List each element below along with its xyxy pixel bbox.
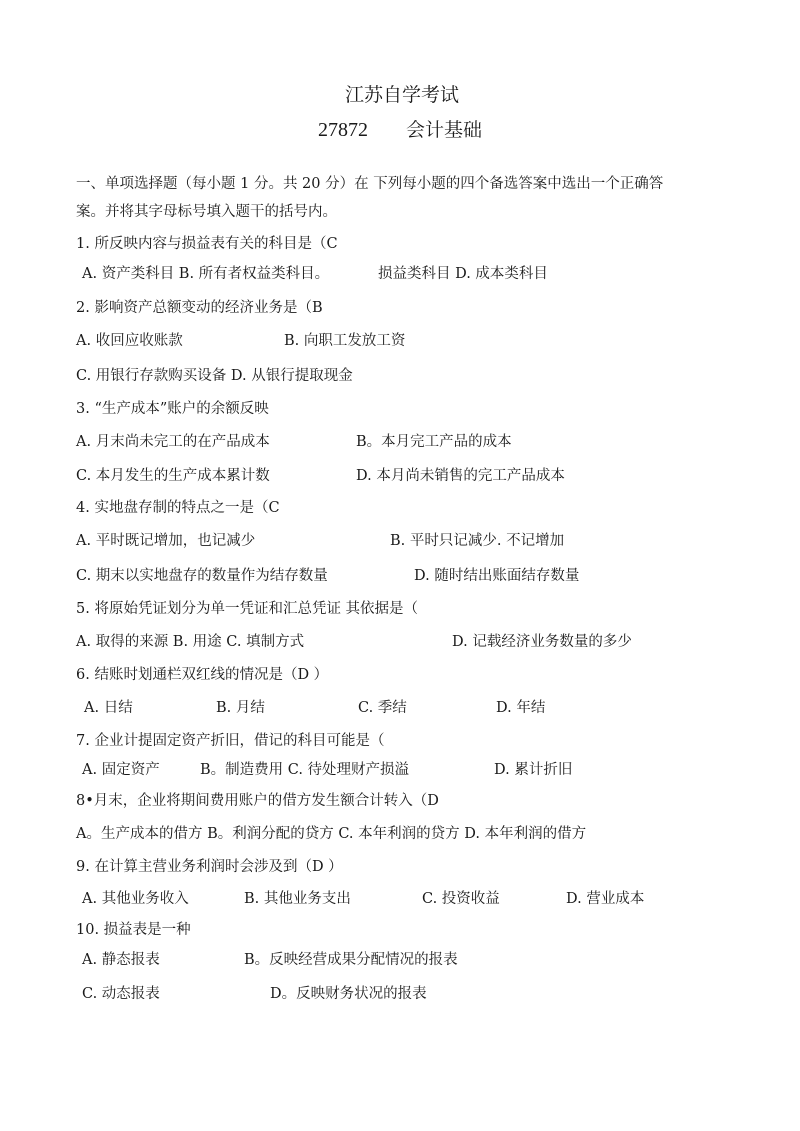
question-7-option-segment: B。制造费用 C. 待处理财产损溢 xyxy=(200,762,410,778)
question-6-stem: 6. 结账时划通栏双红线的情况是（D ） xyxy=(76,667,329,683)
question-6-options xyxy=(0,698,800,718)
question-3-stem: 3. “生产成本”账户的余额反映 xyxy=(76,401,269,417)
question-8-options xyxy=(0,824,800,844)
question-5-options xyxy=(0,632,800,652)
question-10-option-segment: D。反映财务状况的报表 xyxy=(270,986,427,1002)
question-9-option-segment: B. 其他业务支出 xyxy=(244,891,351,907)
exam-title: 江苏自学考试 xyxy=(344,84,459,106)
question-9-option-segment: D. 营业成本 xyxy=(566,891,645,907)
question-4-options xyxy=(0,566,800,586)
question-3-options xyxy=(0,432,800,452)
question-9-option-segment: A. 其他业务收入 xyxy=(82,891,189,907)
question-4-option-segment: C. 期末以实地盘存的数量作为结存数量 xyxy=(76,568,328,584)
question-6-option-segment: B. 月结 xyxy=(216,700,265,716)
question-2-stem: 2. 影响资产总额变动的经济业务是（B xyxy=(76,300,323,316)
question-2-option-segment: A. 收回应收账款 xyxy=(76,333,183,349)
question-10-option-segment: C. 动态报表 xyxy=(82,986,160,1002)
section-instructions-line-1: 一、单项选择题（每小题 1 分。共 20 分）在 下列每小题的四个备选答案中选出一个正确答 xyxy=(76,176,664,192)
question-2-option-segment: C. 用银行存款购买设备 D. 从银行提取现金 xyxy=(76,368,353,384)
question-3-option-segment: D. 本月尚未销售的完工产品成本 xyxy=(356,468,565,484)
question-9-stem: 9. 在计算主营业务利润时会涉及到（D ） xyxy=(76,859,343,875)
question-9-options xyxy=(0,889,800,909)
question-5-stem: 5. 将原始凭证划分为单一凭证和汇总凭证 其依据是（ xyxy=(76,601,419,617)
question-10-option-segment: A. 静态报表 xyxy=(82,952,160,968)
question-1-option-segment: A. 资产类科目 B. 所有者权益类科目。 xyxy=(82,266,330,282)
question-6-option-segment: C. 季结 xyxy=(358,700,407,716)
question-6-option-segment: D. 年结 xyxy=(496,700,546,716)
course-name: 会计基础 xyxy=(405,119,482,141)
question-3-options xyxy=(0,466,800,486)
question-1-options xyxy=(0,264,800,284)
question-7-option-segment: A. 固定资产 xyxy=(82,762,160,778)
question-5-option-segment: D. 记载经济业务数量的多少 xyxy=(452,634,632,650)
question-10-options xyxy=(0,984,800,1004)
course-heading xyxy=(0,115,800,142)
question-7-stem: 7. 企业计提固定资产折旧，借记的科目可能是（ xyxy=(76,733,385,749)
question-6-option-segment: A. 日结 xyxy=(84,700,133,716)
section-instructions-line-2: 案。并将其字母标号填入题干的括号内。 xyxy=(76,204,337,220)
question-4-options xyxy=(0,531,800,551)
question-2-options xyxy=(0,366,800,386)
course-code: 27872 xyxy=(317,119,368,141)
question-9-option-segment: C. 投资收益 xyxy=(422,891,500,907)
question-4-option-segment: B. 平时只记减少. 不记增加 xyxy=(390,533,565,549)
question-2-options xyxy=(0,331,800,351)
question-4-stem: 4. 实地盘存制的特点之一是（C xyxy=(76,500,280,516)
question-10-options xyxy=(0,950,800,970)
question-2-option-segment: B. 向职工发放工资 xyxy=(284,333,406,349)
question-8-option-segment: A。生产成本的借方 B。利润分配的贷方 C. 本年利润的贷方 D. 本年利润的借方 xyxy=(76,826,587,842)
question-3-option-segment: C. 本月发生的生产成本累计数 xyxy=(76,468,270,484)
question-5-option-segment: A. 取得的来源 B. 用途 C. 填制方式 xyxy=(76,634,305,650)
question-10-option-segment: B。反映经营成果分配情况的报表 xyxy=(244,952,458,968)
question-7-options xyxy=(0,760,800,780)
question-10-stem: 10. 损益表是一种 xyxy=(76,922,191,938)
question-3-option-segment: A. 月末尚未完工的在产品成本 xyxy=(76,434,270,450)
question-3-option-segment: B。本月完工产品的成本 xyxy=(356,434,512,450)
question-4-option-segment: D. 随时结出账面结存数量 xyxy=(414,568,580,584)
question-1-stem: 1. 所反映内容与损益表有关的科目是（C xyxy=(76,236,338,252)
question-7-option-segment: D. 累计折旧 xyxy=(494,762,573,778)
question-8-stem: 8•月末，企业将期间费用账户的借方发生额合计转入（D xyxy=(76,793,439,809)
question-4-option-segment: A. 平时既记增加，也记减少 xyxy=(76,533,256,549)
question-1-option-segment: 损益类科目 D. 成本类科目 xyxy=(378,266,548,282)
